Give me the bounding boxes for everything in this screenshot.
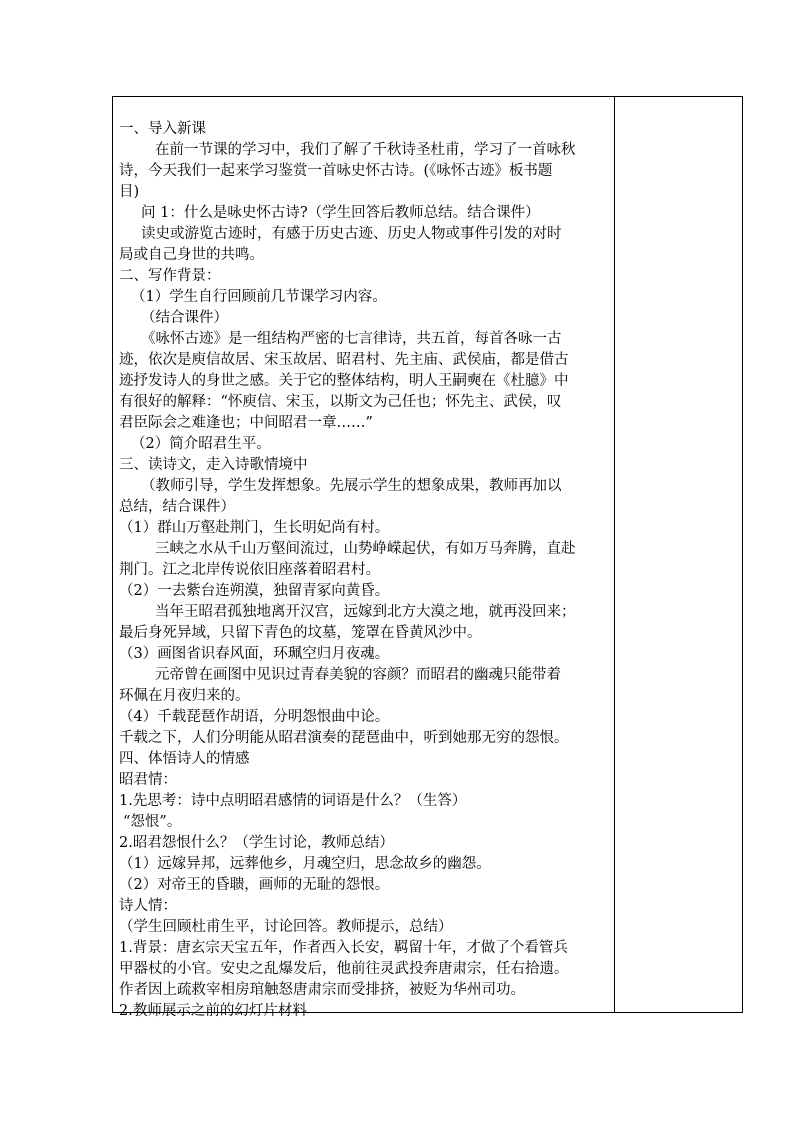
content-line: 三峡之水从千山万壑间流过，山势峥嵘起伏，有如万马奔腾，直赴 [155, 541, 576, 557]
content-line: 作者因上疏救宰相房琯触怒唐肃宗而受排挤，被贬为华州司功。 [119, 982, 525, 998]
content-line: 一、导入新课 [119, 121, 206, 137]
content-line: 昭君情： [119, 772, 177, 788]
content-line: 君臣际会之难逢也；中间昭君一章……” [119, 415, 373, 431]
content-line: 目) [119, 184, 140, 200]
content-line: （2）简介昭君生平。 [131, 436, 271, 452]
content-line: （1）群山万壑赴荆门，生长明妃尚有村。 [119, 520, 390, 536]
content-line: 1.先思考：诗中点明昭君感情的词语是什么？（生答） [119, 793, 467, 809]
content-line: （1）学生自行回顾前几节课学习内容。 [131, 289, 387, 305]
content-line: 迹抒发诗人的身世之感。关于它的整体结构，明人王嗣奭在《杜臆》中 [119, 373, 569, 389]
content-line: 二、写作背景： [119, 268, 221, 284]
content-line: “怨恨”。 [123, 814, 182, 830]
content-line: 2.昭君怨恨什么？（学生讨论，教师总结） [119, 835, 394, 851]
content-line: 有很好的解释：“怀庾信、宋玉，以斯文为己任也；怀先主、武侯，叹 [119, 394, 562, 410]
lesson-plan-table [112, 96, 743, 1019]
content-line: （2）对帝王的昏聩，画师的无耻的怨恨。 [119, 877, 390, 893]
content-line: 三、读诗文，走入诗歌情境中 [119, 457, 308, 473]
lesson-content-cell [119, 119, 613, 1022]
content-line: （2）一去紫台连朔漠，独留青冢向黄昏。 [119, 583, 390, 599]
content-line: 千载之下，人们分明能从昭君演奏的琵琶曲中，听到她那无穷的怨恨。 [119, 730, 569, 746]
content-line: 环佩在月夜归来的。 [119, 688, 250, 704]
content-line: （结合课件） [141, 310, 228, 326]
content-line: 诗人情： [119, 898, 177, 914]
content-line: 问 1：什么是咏史怀古诗?（学生回答后教师总结。结合课件） [141, 205, 540, 221]
content-line: 局或自己身世的共鸣。 [119, 247, 264, 263]
content-line: （3）画图省识春风面，环珮空归月夜魂。 [119, 646, 390, 662]
content-line: 元帝曾在画图中见识过青春美貌的容颜？而昭君的幽魂只能带着 [155, 667, 561, 683]
content-line: 迹，依次是庾信故居、宋玉故居、昭君村、先主庙、武侯庙，都是借古 [119, 352, 569, 368]
content-line: 总结，结合课件） [119, 499, 235, 515]
content-line: 当年王昭君孤独地离开汉宫，远嫁到北方大漠之地，就再没回来； [155, 604, 576, 620]
content-line: （4）千载琵琶作胡语，分明怨恨曲中论。 [119, 709, 390, 725]
content-line: 2.教师展示之前的幻灯片材料 [119, 1003, 307, 1019]
column-divider [614, 97, 615, 1012]
content-line: 读史或游览古迹时，有感于历史古迹、历史人物或事件引发的对时 [141, 226, 562, 242]
content-line: 在前一节课的学习中，我们了解了千秋诗圣杜甫，学习了一首咏秋 [155, 142, 576, 158]
content-line: （学生回顾杜甫生平，讨论回答。教师提示，总结） [119, 919, 453, 935]
content-line: 荆门。江之北岸传说依旧座落着昭君村。 [119, 562, 380, 578]
content-line: 诗，今天我们一起来学习鉴赏一首咏史怀古诗。(《咏怀古迹》板书题 [119, 163, 553, 179]
content-line: （1）远嫁异邦，远葬他乡，月魂空归，思念故乡的幽怨。 [119, 856, 491, 872]
content-line: 甲器杖的小官。安史之乱爆发后，他前往灵武投奔唐肃宗，任右拾遗。 [119, 961, 569, 977]
content-line: 四、体悟诗人的情感 [119, 751, 250, 767]
content-line: 《咏怀古迹》是一组结构严密的七言律诗，共五首，每首各咏一古 [141, 331, 562, 347]
content-line: 1.背景：唐玄宗天宝五年，作者西入长安，羁留十年，才做了个看管兵 [119, 940, 568, 956]
content-line: （教师引导，学生发挥想象。先展示学生的想象成果，教师再加以 [141, 478, 562, 494]
content-line: 最后身死异域，只留下青色的坟墓，笼罩在昏黄风沙中。 [119, 625, 482, 641]
